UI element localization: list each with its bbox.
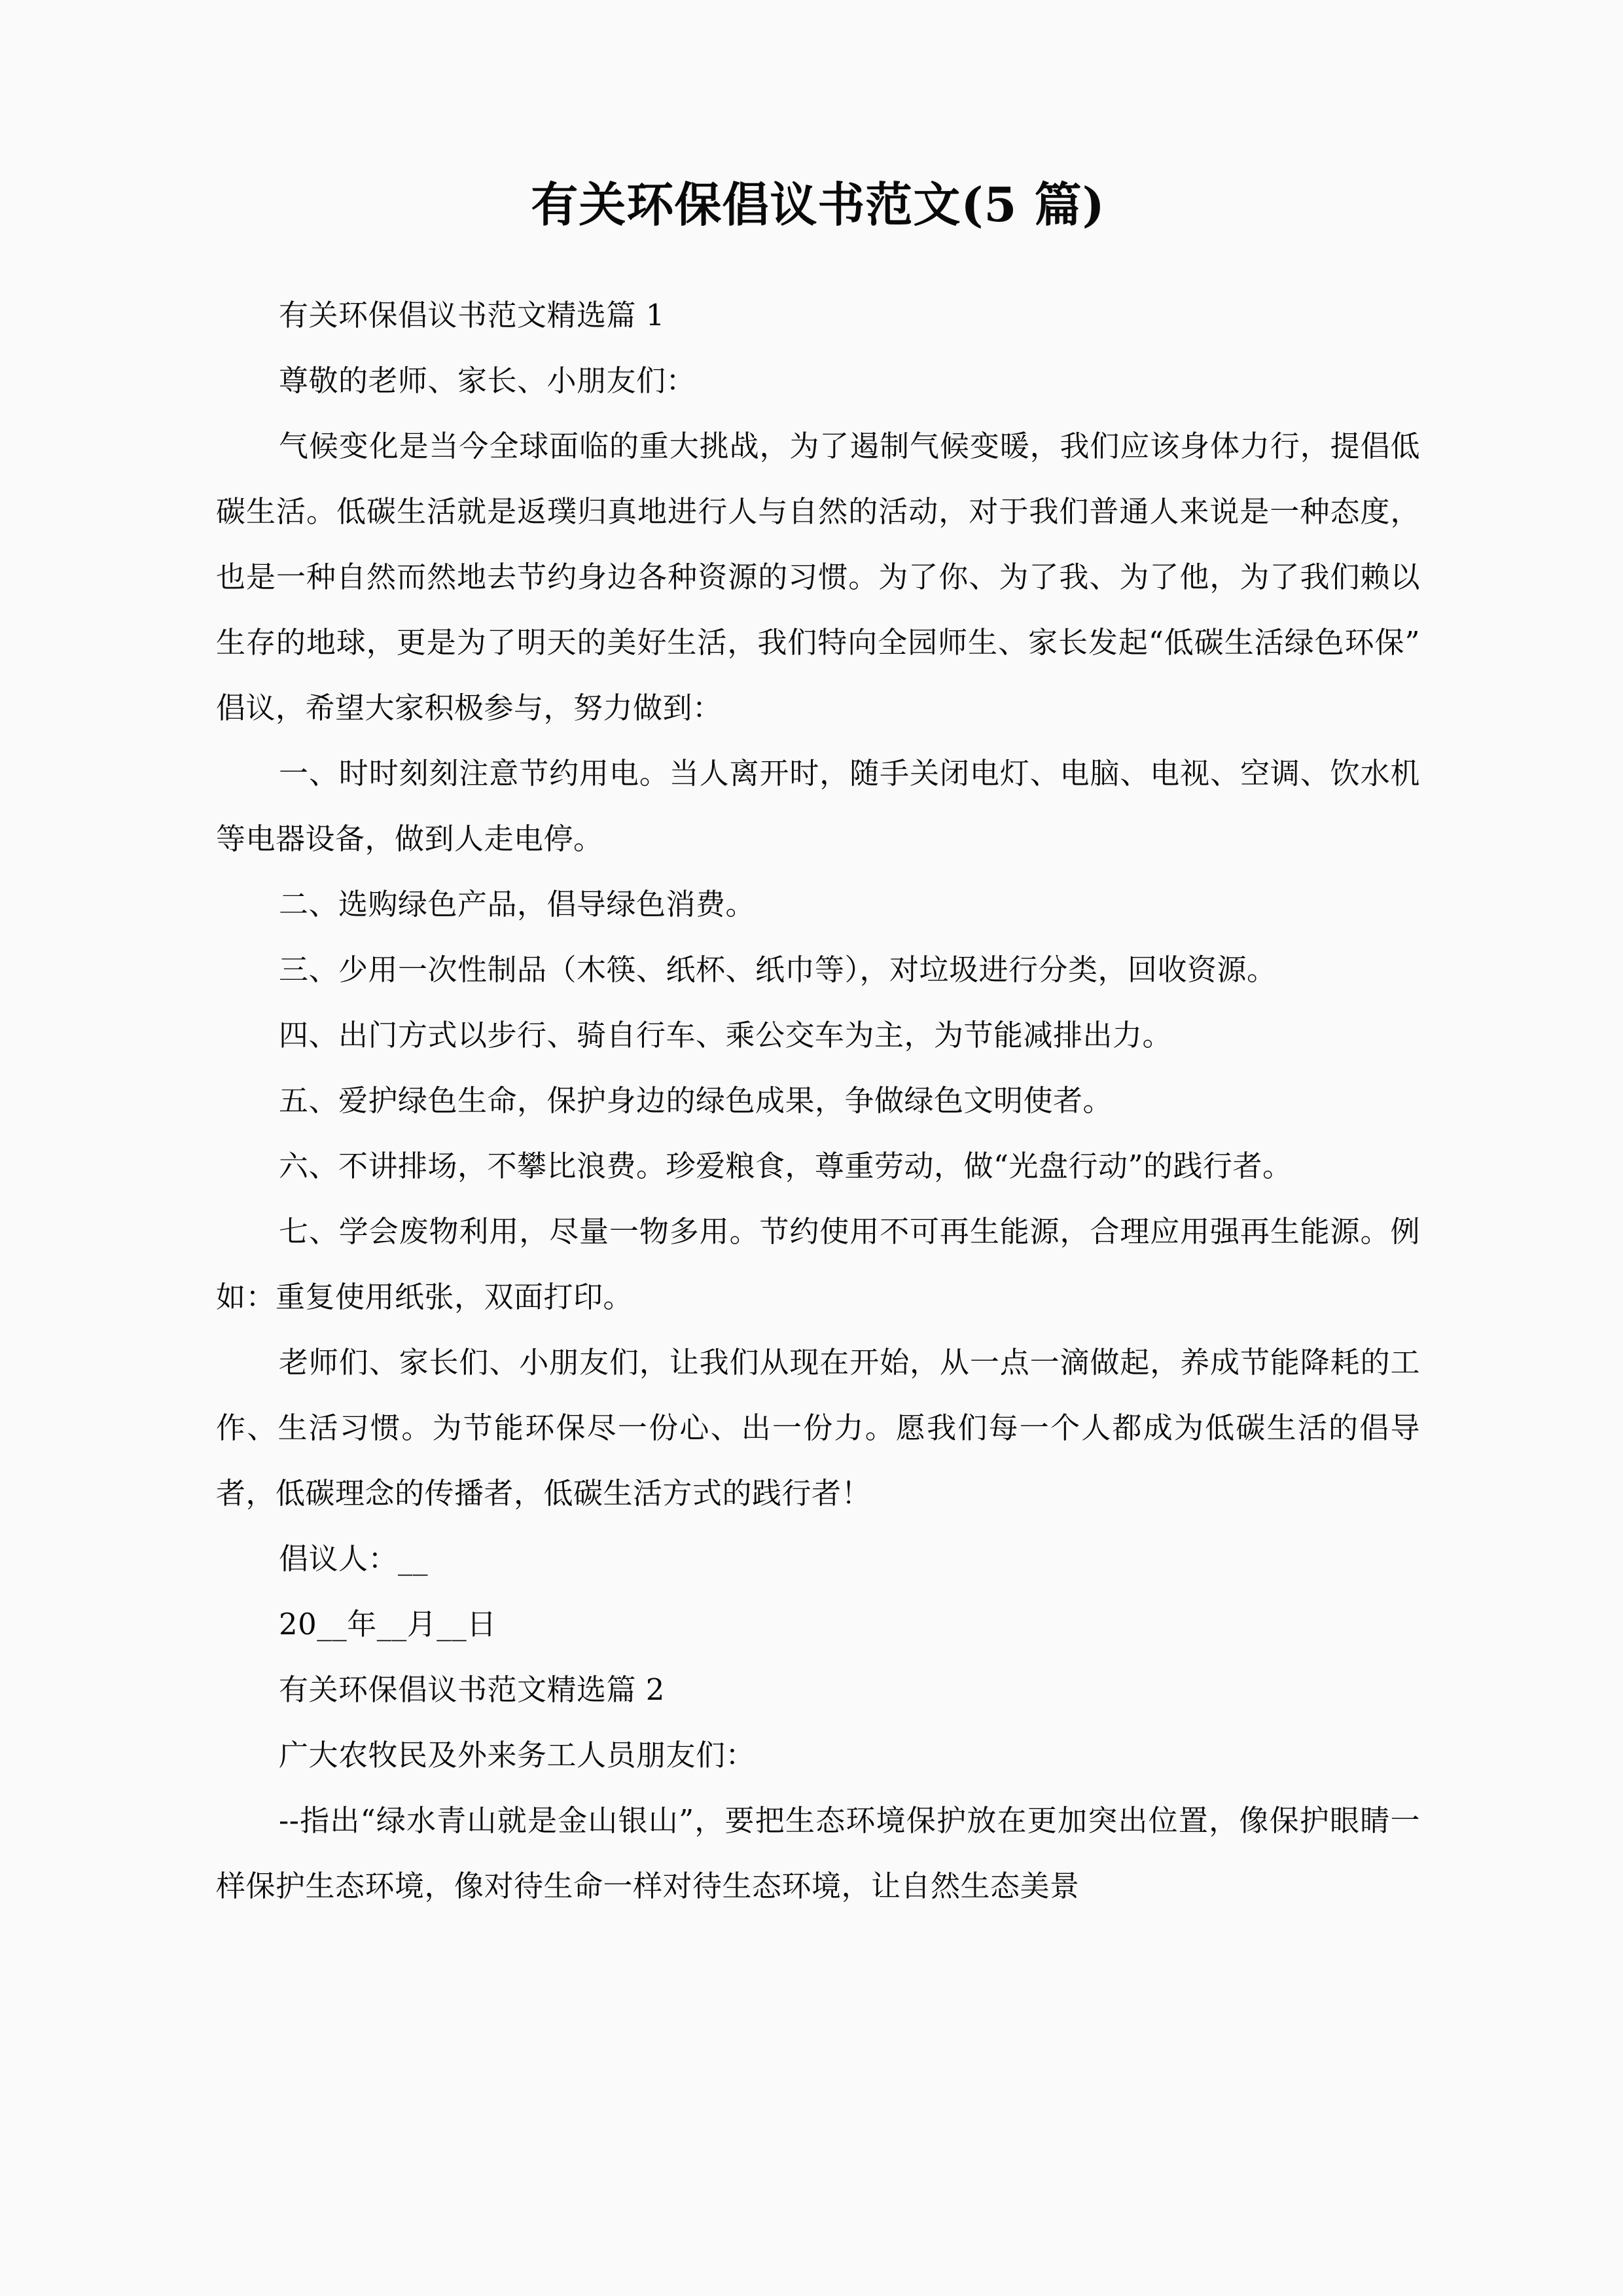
list-item: 七、学会废物利用，尽量一物多用。节约使用不可再生能源，合理应用强再生能源。例如：重复使用纸张，双面打印。 [216,1214,1420,1314]
page-title: 有关环保倡议书范文(5 篇) [531,177,1105,232]
document-content [216,0,1420,1919]
section-2-salutation: 广大农牧民及外来务工人员朋友们： [279,1738,756,1772]
list-item: 二、选购绿色产品，倡导绿色消费。 [279,887,756,922]
date-line: 20__年__月__日 [279,1607,497,1641]
section-1-heading: 有关环保倡议书范文精选篇 1 [279,298,665,332]
section-2-paragraph: --指出“绿水青山就是金山银山”，要把生态环境保护放在更加突出位置，像保护眼睛一样保护生态环境，像对待生命一样对待生态环境，让自然生态美景 [216,1803,1420,1903]
list-item: 三、少用一次性制品（木筷、纸杯、纸巾等），对垃圾进行分类，回收资源。 [279,952,1277,987]
opening-paragraph: 气候变化是当今全球面临的重大挑战，为了遏制气候变暖，我们应该身体力行，提倡低碳生活。低碳生活就是返璞归真地进行人与自然的活动，对于我们普通人来说是一种态度，也是一种自然而然地去节约身边各种资源的习惯。为了你、为了我、为了他，为了我们赖以生存的地球，更是为了明天的美好生活，我们特向全园师生、家长发起“低碳生活绿色环保”倡议，希望大家积极参与，努力做到： [216,429,1420,725]
list-item: 六、不讲排场，不攀比浪费。珍爱粮食，尊重劳动，做“光盘行动”的践行者。 [279,1149,1293,1183]
salutation: 尊敬的老师、家长、小朋友们： [279,363,696,398]
signature-line: 倡议人：__ [279,1541,429,1576]
closing-paragraph: 老师们、家长们、小朋友们，让我们从现在开始，从一点一滴做起，养成节能降耗的工作、生活习惯。为节能环保尽一份心、出一份力。愿我们每一个人都成为低碳生活的倡导者，低碳理念的传播者，低碳生活方式的践行者！ [216,1345,1420,1511]
list-item: 一、时时刻刻注意节约用电。当人离开时，随手关闭电灯、电脑、电视、空调、饮水机等电器设备，做到人走电停。 [216,756,1420,856]
section-2-heading: 有关环保倡议书范文精选篇 2 [279,1672,665,1707]
list-item: 四、出门方式以步行、骑自行车、乘公交车为主，为节能减排出力。 [279,1018,1173,1052]
list-item: 五、爱护绿色生命，保护身边的绿色成果，争做绿色文明使者。 [279,1083,1113,1118]
